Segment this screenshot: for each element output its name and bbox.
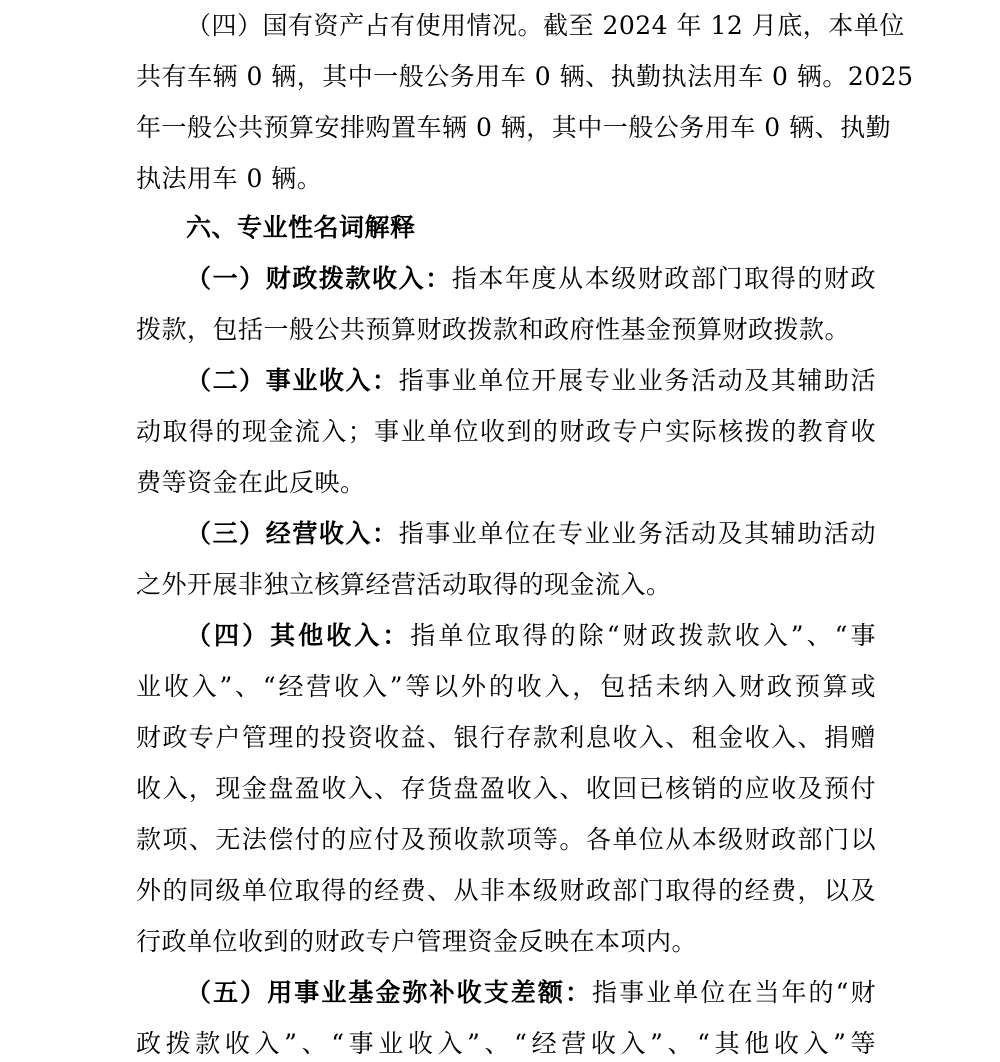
term-definition: 指事业单位在专业业务活动及其辅助活动 <box>398 519 876 548</box>
term-label: （二）事业收入： <box>186 366 399 395</box>
paragraph-line: （四）国有资产占有使用情况。截至 2024 年 12 月底，本单位 <box>186 11 905 40</box>
paragraph-line: 年一般公共预算安排购置车辆 0 辆，其中一般公务用车 0 辆、执勤 <box>136 113 892 142</box>
term-definition: 指事业单位在当年的“财 <box>592 978 876 1007</box>
paragraph-line: 执法用车 0 辆。 <box>136 164 323 193</box>
term-definition: 指事业单位开展专业业务活动及其辅助活 <box>398 366 876 395</box>
paragraph-line: 共有车辆 0 辆，其中一般公务用车 0 辆、执勤执法用车 0 辆。2025 <box>136 62 914 91</box>
term-label: （五）用事业基金弥补收支差额： <box>186 978 593 1007</box>
paragraph-line: 行政单位收到的财政专户管理资金反映在本项内。 <box>136 927 698 956</box>
paragraph-line <box>186 975 876 1011</box>
term-definition: 指单位取得的除“财政拨款收入”、“事 <box>410 621 876 650</box>
paragraph-line: 拨款，包括一般公共预算财政拨款和政府性基金预算财政拨款。 <box>136 315 851 344</box>
term-label: （四）其他收入： <box>186 621 411 650</box>
term-label: （一）财政拨款收入： <box>186 264 452 293</box>
paragraph-line: 业收入”、“经营收入”等以外的收入，包括未纳入财政预算或 <box>136 672 876 701</box>
paragraph-line: 费等资金在此反映。 <box>136 468 366 497</box>
paragraph-line: 外的同级单位取得的经费、从非本级财政部门取得的经费，以及 <box>136 876 876 905</box>
paragraph-line: 政拨款收入”、“事业收入”、“经营收入”、“其他收入”等 <box>136 1029 876 1058</box>
paragraph-line <box>186 261 876 297</box>
term-definition: 指本年度从本级财政部门取得的财政 <box>451 264 876 293</box>
paragraph-line: 财政专户管理的投资收益、银行存款利息收入、租金收入、捐赠 <box>136 723 876 752</box>
paragraph-line: 动取得的现金流入；事业单位收到的财政专户实际核拨的教育收 <box>136 417 876 446</box>
term-label: （三）经营收入： <box>186 519 399 548</box>
paragraph-line <box>186 516 876 552</box>
paragraph-line: 款项、无法偿付的应付及预收款项等。各单位从本级财政部门以 <box>136 825 876 854</box>
paragraph-line: 收入，现金盘盈收入、存货盘盈收入、收回已核销的应收及预付 <box>136 774 876 803</box>
section-heading: 六、专业性名词解释 <box>186 213 416 242</box>
paragraph-line: 之外开展非独立核算经营活动取得的现金流入。 <box>136 570 672 599</box>
paragraph-line <box>186 618 876 654</box>
paragraph-line <box>186 363 876 399</box>
